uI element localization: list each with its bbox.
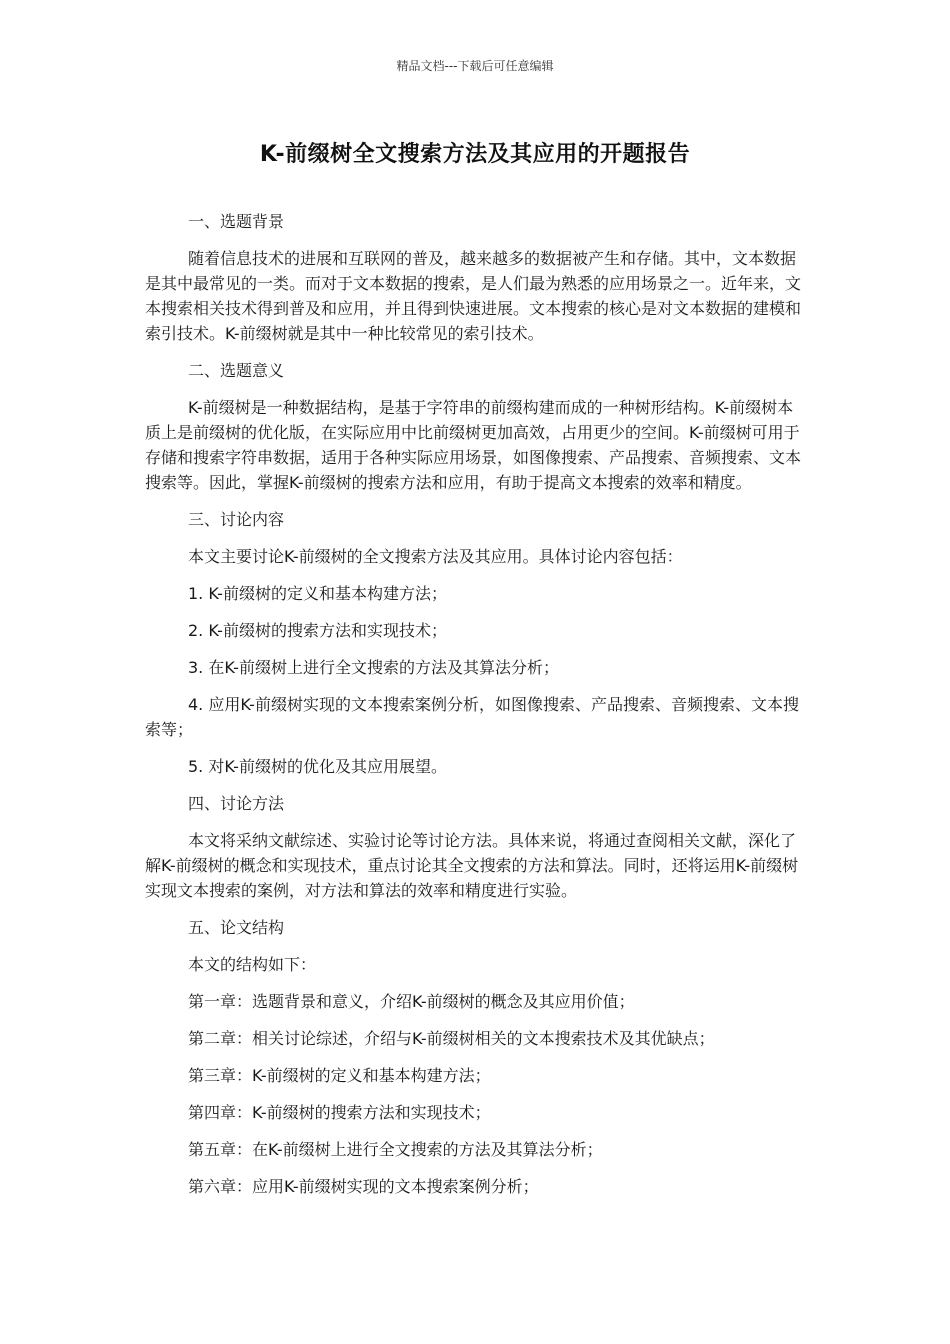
document-title: K-前缀树全文搜索方法及其应用的开题报告 xyxy=(259,142,691,167)
document-body xyxy=(145,209,805,1211)
list-item-content-4: 4. 应用K-前缀树实现的文本搜索案例分析，如图像搜索、产品搜索、音频搜索、文本搜索等； xyxy=(145,695,799,739)
section-heading-significance: 二、选题意义 xyxy=(188,361,285,380)
list-item-content-2: 2. K-前缀树的搜索方法和实现技术； xyxy=(188,621,447,640)
chapter-item-4: 第四章：K-前缀树的搜索方法和实现技术； xyxy=(188,1103,491,1122)
paragraph-structure-intro: 本文的结构如下： xyxy=(188,955,317,974)
chapter-item-1: 第一章：选题背景和意义，介绍K-前缀树的概念及其应用价值； xyxy=(188,992,635,1011)
section-heading-method: 四、讨论方法 xyxy=(188,794,285,813)
paragraph-content-intro: 本文主要讨论K-前缀树的全文搜索方法及其应用。具体讨论内容包括： xyxy=(188,547,683,566)
chapter-item-5: 第五章：在K-前缀树上进行全文搜索的方法及其算法分析； xyxy=(188,1140,603,1159)
chapter-item-2: 第二章：相关讨论综述，介绍与K-前缀树相关的文本搜索技术及其优缺点； xyxy=(188,1029,715,1048)
header-note: 精品文档---下载后可任意编辑 xyxy=(396,59,554,73)
chapter-item-3: 第三章：K-前缀树的定义和基本构建方法； xyxy=(188,1066,491,1085)
section-heading-content: 三、讨论内容 xyxy=(188,510,285,529)
paragraph-method: 本文将采纳文献综述、实验讨论等讨论方法。具体来说，将通过查阅相关文献，深化了解K-前缀树的概念和实现技术，重点讨论其全文搜索的方法和算法。同时，还将运用K-前缀树实现文本搜索的案例，对方法和算法的效率和精度进行实验。 xyxy=(145,831,799,900)
list-item-content-5: 5. 对K-前缀树的优化及其应用展望。 xyxy=(188,757,447,776)
list-item-content-3: 3. 在K-前缀树上进行全文搜索的方法及其算法分析； xyxy=(188,658,559,677)
paragraph-significance: K-前缀树是一种数据结构，是基于字符串的前缀构建而成的一种树形结构。K-前缀树本质上是前缀树的优化版，在实际应用中比前缀树更加高效，占用更少的空间。K-前缀树可用于存储和搜索字符串数据，适用于各种实际应用场景，如图像搜索、产品搜索、音频搜索、文本搜索等。因此，掌握K-前缀树的搜索方法和应用，有助于提高文本搜索的效率和精度。 xyxy=(145,398,802,492)
paragraph-background: 随着信息技术的进展和互联网的普及，越来越多的数据被产生和存储。其中，文本数据是其中最常见的一类。而对于文本数据的搜索，是人们最为熟悉的应用场景之一。近年来，文本搜索相关技术得到普及和应用，并且得到快速进展。文本搜索的核心是对文本数据的建模和索引技术。K-前缀树就是其中一种比较常见的索引技术。 xyxy=(145,249,802,343)
section-heading-background: 一、选题背景 xyxy=(188,212,285,231)
chapter-item-6: 第六章：应用K-前缀树实现的文本搜索案例分析； xyxy=(188,1177,539,1196)
section-heading-structure: 五、论文结构 xyxy=(188,918,285,937)
list-item-content-1: 1. K-前缀树的定义和基本构建方法； xyxy=(188,584,447,603)
